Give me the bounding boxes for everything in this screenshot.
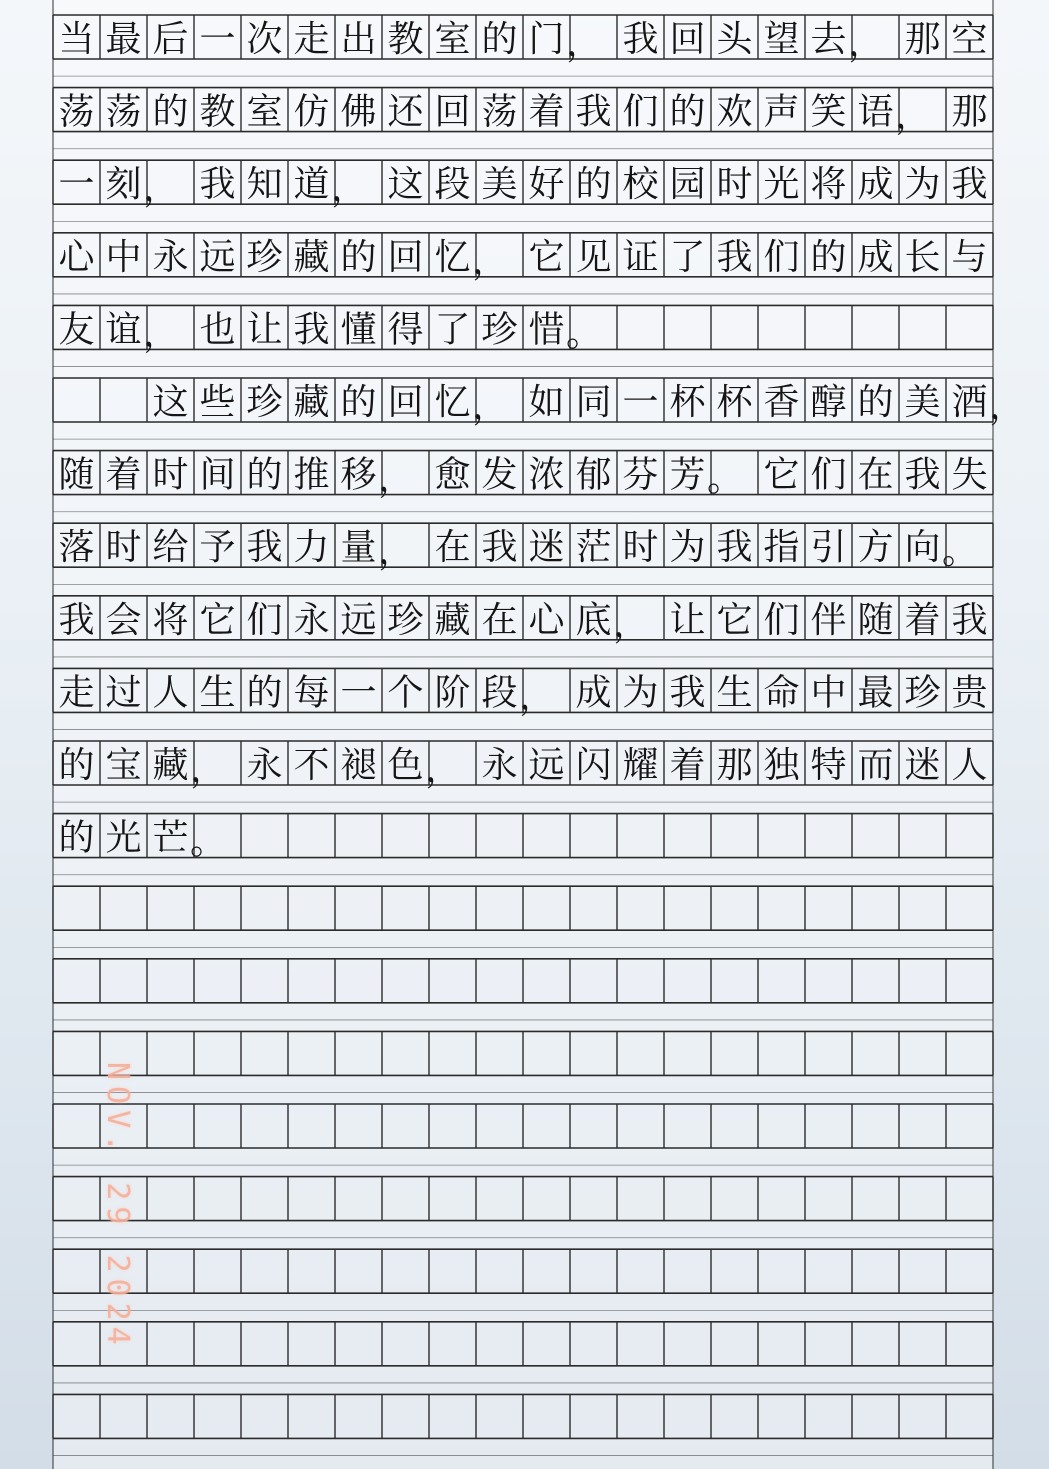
essay-char: 我 (293, 309, 330, 351)
essay-char: ， (894, 95, 932, 137)
essay-char: 远 (199, 236, 236, 278)
essay-char: 着 (904, 599, 941, 641)
essay-char: 底 (575, 599, 612, 641)
essay-char: 后 (152, 19, 189, 60)
essay-char: 将 (152, 599, 189, 641)
essay-char: 醇 (810, 382, 847, 423)
essay-char: 笑 (810, 91, 847, 133)
essay-char: 迷 (904, 745, 941, 786)
essay-char: 为 (622, 672, 659, 714)
essay-char: 的 (340, 382, 377, 423)
essay-char: 段 (481, 672, 518, 714)
essay-char: 美 (904, 382, 941, 423)
essay-char: ， (189, 749, 227, 790)
essay-line (58, 309, 602, 354)
essay-char: 香 (763, 382, 800, 423)
essay-char: 了 (434, 309, 471, 351)
essay-char: 特 (810, 745, 847, 786)
essay-char: 道 (293, 164, 330, 206)
essay-char: ， (847, 23, 885, 64)
essay-char: 宝 (105, 745, 142, 786)
essay-char: 随 (857, 599, 894, 641)
essay-char: 的 (481, 19, 518, 60)
essay-char: 永 (481, 745, 518, 786)
essay-char: 方 (857, 527, 894, 569)
essay-char: 成 (575, 672, 612, 714)
essay-char: 失 (951, 454, 988, 496)
essay-char: 当 (58, 19, 95, 60)
essay-char: 得 (387, 309, 424, 351)
essay-char: 们 (810, 454, 847, 496)
essay-char: 荡 (105, 91, 142, 133)
essay-char: 珍 (387, 599, 424, 641)
essay-line (152, 382, 1025, 427)
essay-char: 落 (58, 527, 95, 569)
essay-char: 杯 (669, 382, 706, 423)
grid-row (53, 523, 993, 584)
essay-char: 心 (528, 599, 565, 641)
essay-char: 贵 (951, 672, 988, 714)
essay-char: 我 (716, 527, 753, 569)
essay-char: 我 (716, 236, 753, 278)
essay-char: 而 (857, 745, 894, 786)
essay-char: 将 (810, 164, 847, 206)
essay-char: 光 (763, 164, 800, 206)
essay-char: 长 (904, 236, 941, 278)
essay-char: 阶 (434, 672, 471, 714)
writing-paper (53, 0, 1026, 1469)
grid-row (53, 959, 993, 1020)
essay-char: 荡 (58, 91, 95, 133)
essay-char: 光 (105, 817, 142, 859)
date-stamp: NOV. 29 2024 (100, 1062, 135, 1351)
essay-char: 藏 (152, 745, 189, 786)
essay-char: 它 (528, 236, 565, 278)
essay-char: ， (565, 23, 603, 64)
essay-char: 刻 (105, 164, 142, 206)
essay-char: 园 (669, 164, 706, 206)
grid-row (53, 233, 993, 294)
essay-char: 人 (152, 672, 189, 714)
essay-char: 珍 (904, 672, 941, 714)
essay-char: 耀 (622, 745, 659, 786)
essay-char: 一 (622, 382, 659, 423)
essay-char: 指 (763, 527, 800, 569)
grid-row (53, 596, 993, 657)
essay-char: 时 (105, 527, 142, 569)
essay-char: 那 (951, 91, 988, 133)
essay-char: 永 (293, 599, 330, 641)
essay-char: 的 (246, 454, 283, 496)
essay-char: 会 (105, 599, 142, 641)
essay-char: 永 (152, 236, 189, 278)
essay-char: 人 (951, 745, 988, 786)
essay-char: 珍 (246, 236, 283, 278)
essay-char: 生 (716, 672, 753, 714)
essay-char: 这 (152, 382, 189, 423)
essay-char: 心 (58, 236, 95, 278)
essay-char: 杯 (716, 382, 753, 423)
essay-char: 发 (481, 454, 518, 496)
essay-char: 了 (669, 236, 706, 278)
essay-char: 。 (189, 821, 227, 863)
essay-char: 浓 (528, 454, 565, 496)
essay-char: ， (330, 168, 368, 210)
essay-char: 。 (706, 458, 744, 500)
essay-char: 伴 (810, 599, 847, 641)
essay-char: 我 (622, 19, 659, 60)
essay-char: 让 (669, 599, 706, 641)
essay-char: 的 (575, 164, 612, 206)
essay-char: 它 (716, 599, 753, 641)
essay-char: ， (988, 386, 1026, 427)
essay-char: 向 (904, 527, 941, 569)
essay-char: 还 (387, 91, 424, 133)
essay-char: 证 (622, 236, 659, 278)
essay-char: 在 (481, 599, 518, 641)
essay-char: 我 (951, 164, 988, 206)
essay-char: 成 (857, 164, 894, 206)
essay-char: 过 (105, 672, 142, 714)
essay-char: 如 (528, 382, 565, 423)
essay-char: 空 (951, 19, 988, 60)
essay-char: ， (377, 531, 415, 573)
essay-char: 着 (669, 745, 706, 786)
essay-char: 我 (199, 164, 236, 206)
square-grid (53, 0, 1026, 1469)
essay-char: 欢 (716, 91, 753, 133)
essay-char: 芒 (152, 817, 189, 859)
essay-char: 每 (293, 672, 330, 714)
essay-char: 回 (434, 91, 471, 133)
essay-char: 一 (340, 672, 377, 714)
essay-char: 茫 (575, 527, 612, 569)
essay-char: 藏 (434, 599, 471, 641)
essay-char: 间 (199, 454, 236, 496)
essay-char: 忆 (434, 236, 471, 278)
essay-char: 它 (199, 599, 236, 641)
essay-char: 给 (152, 527, 189, 569)
essay-char: 闪 (575, 745, 612, 786)
essay-char: 走 (293, 19, 330, 60)
essay-char: 着 (528, 91, 565, 133)
grid-row (53, 1322, 993, 1383)
grid-row (53, 1177, 993, 1238)
essay-char: ， (424, 749, 462, 790)
essay-char: 生 (199, 672, 236, 714)
essay-char: 量 (340, 527, 377, 569)
essay-char: 们 (622, 91, 659, 133)
essay-char: 移 (340, 454, 377, 496)
essay-char: 随 (58, 454, 95, 496)
essay-char: 珍 (481, 309, 518, 351)
essay-char: 芬 (622, 454, 659, 496)
essay-char: 好 (528, 164, 565, 206)
essay-char: 我 (246, 527, 283, 569)
essay-char: 中 (810, 672, 847, 714)
essay-char: 让 (246, 309, 283, 351)
essay-char: 藏 (293, 236, 330, 278)
essay-char: 也 (199, 309, 236, 351)
essay-char: 力 (293, 527, 330, 569)
grid-row (53, 305, 993, 366)
essay-char: 那 (716, 745, 753, 786)
grid-row (53, 886, 993, 947)
essay-char: 教 (387, 19, 424, 60)
essay-char: 门 (528, 19, 565, 60)
essay-line (58, 527, 978, 572)
essay-char: 引 (810, 527, 847, 569)
essay-char: 的 (58, 745, 95, 786)
grid-row (53, 1249, 993, 1310)
essay-char: ， (142, 313, 180, 355)
essay-char: 与 (951, 236, 988, 278)
essay-char: 段 (434, 164, 471, 206)
essay-char: 室 (246, 91, 283, 133)
essay-char: ， (612, 603, 650, 645)
essay-char: 仿 (293, 91, 330, 133)
essay-char: 我 (669, 672, 706, 714)
essay-char: 佛 (340, 91, 377, 133)
essay-char: 声 (763, 91, 800, 133)
essay-char: 一 (199, 19, 236, 60)
essay-char: ， (471, 386, 509, 427)
essay-char: 。 (565, 313, 603, 355)
essay-char: 美 (481, 164, 518, 206)
essay-char: 它 (763, 454, 800, 496)
essay-char: 望 (763, 19, 800, 60)
essay-char: 愈 (434, 454, 471, 496)
essay-char: 惜 (528, 309, 565, 351)
essay-char: 同 (575, 382, 612, 423)
essay-char: 的 (669, 91, 706, 133)
essay-char: 谊 (105, 309, 142, 351)
essay-char: 们 (763, 599, 800, 641)
essay-char: 最 (105, 19, 142, 60)
essay-char: 懂 (340, 309, 377, 351)
essay-char: 不 (293, 745, 330, 786)
essay-char: 时 (622, 527, 659, 569)
essay-char: 荡 (481, 91, 518, 133)
essay-char: 友 (58, 309, 95, 351)
essay-char: 们 (246, 599, 283, 641)
essay-char: 我 (58, 599, 95, 641)
essay-char: 最 (857, 672, 894, 714)
essay-char: 远 (528, 745, 565, 786)
essay-char: 走 (58, 672, 95, 714)
essay-char: 远 (340, 599, 377, 641)
essay-char: 回 (669, 19, 706, 60)
essay-char: 那 (904, 19, 941, 60)
essay-char: 我 (951, 599, 988, 641)
essay-char: 我 (904, 454, 941, 496)
essay-char: 色 (387, 745, 424, 786)
grid-row (53, 451, 993, 512)
essay-line (58, 672, 989, 717)
essay-char: 语 (857, 91, 894, 133)
essay-char: 珍 (246, 382, 283, 423)
essay-char: 成 (857, 236, 894, 278)
essay-char: 褪 (340, 745, 377, 786)
essay-char: 的 (857, 382, 894, 423)
essay-char: 我 (575, 91, 612, 133)
essay-char: 在 (857, 454, 894, 496)
essay-char: 回 (387, 236, 424, 278)
essay-char: 独 (763, 745, 800, 786)
essay-char: 的 (810, 236, 847, 278)
essay-char: 予 (199, 527, 236, 569)
grid-row (53, 160, 993, 221)
essay-char: 藏 (293, 382, 330, 423)
essay-char: 。 (941, 531, 979, 573)
essay-char: 些 (199, 382, 236, 423)
essay-char: ， (518, 676, 556, 718)
essay-char: 的 (152, 91, 189, 133)
essay-line (58, 818, 226, 863)
essay-char: 次 (246, 19, 283, 60)
essay-char: 酒 (951, 382, 988, 423)
grid-row (53, 1031, 993, 1092)
essay-char: 在 (434, 527, 471, 569)
essay-char: ， (377, 458, 415, 500)
essay-char: 一 (58, 164, 95, 206)
essay-char: 的 (246, 672, 283, 714)
grid-row (53, 88, 993, 149)
essay-char: 时 (152, 454, 189, 496)
essay-char: 迷 (528, 527, 565, 569)
essay-char: 头 (716, 19, 753, 60)
essay-char: 忆 (434, 382, 471, 423)
essay-char: 为 (669, 527, 706, 569)
essay-char: ， (142, 168, 180, 210)
essay-char: 见 (575, 236, 612, 278)
essay-char: 为 (904, 164, 941, 206)
essay-char: 的 (340, 236, 377, 278)
essay-char: 出 (340, 19, 377, 60)
essay-char: 个 (387, 672, 424, 714)
essay-char: 这 (387, 164, 424, 206)
essay-char: 知 (246, 164, 283, 206)
essay-char: 去 (810, 19, 847, 60)
essay-char: 回 (387, 382, 424, 423)
essay-char: 教 (199, 91, 236, 133)
essay-char: 我 (481, 527, 518, 569)
grid-row (53, 378, 993, 439)
essay-char: 们 (763, 236, 800, 278)
essay-char: 室 (434, 19, 471, 60)
essay-char: 郁 (575, 454, 612, 496)
essay-char: 的 (58, 817, 95, 859)
essay-char: 芳 (669, 454, 706, 496)
essay-char: 永 (246, 745, 283, 786)
grid-row (53, 1394, 993, 1455)
essay-char: 推 (293, 454, 330, 496)
essay-char: 校 (622, 164, 659, 206)
essay-char: 中 (105, 236, 142, 278)
essay-char: 时 (716, 164, 753, 206)
essay-char: 命 (763, 672, 800, 714)
essay-char: ， (471, 240, 509, 282)
essay-char: 着 (105, 454, 142, 496)
grid-row (53, 1104, 993, 1165)
